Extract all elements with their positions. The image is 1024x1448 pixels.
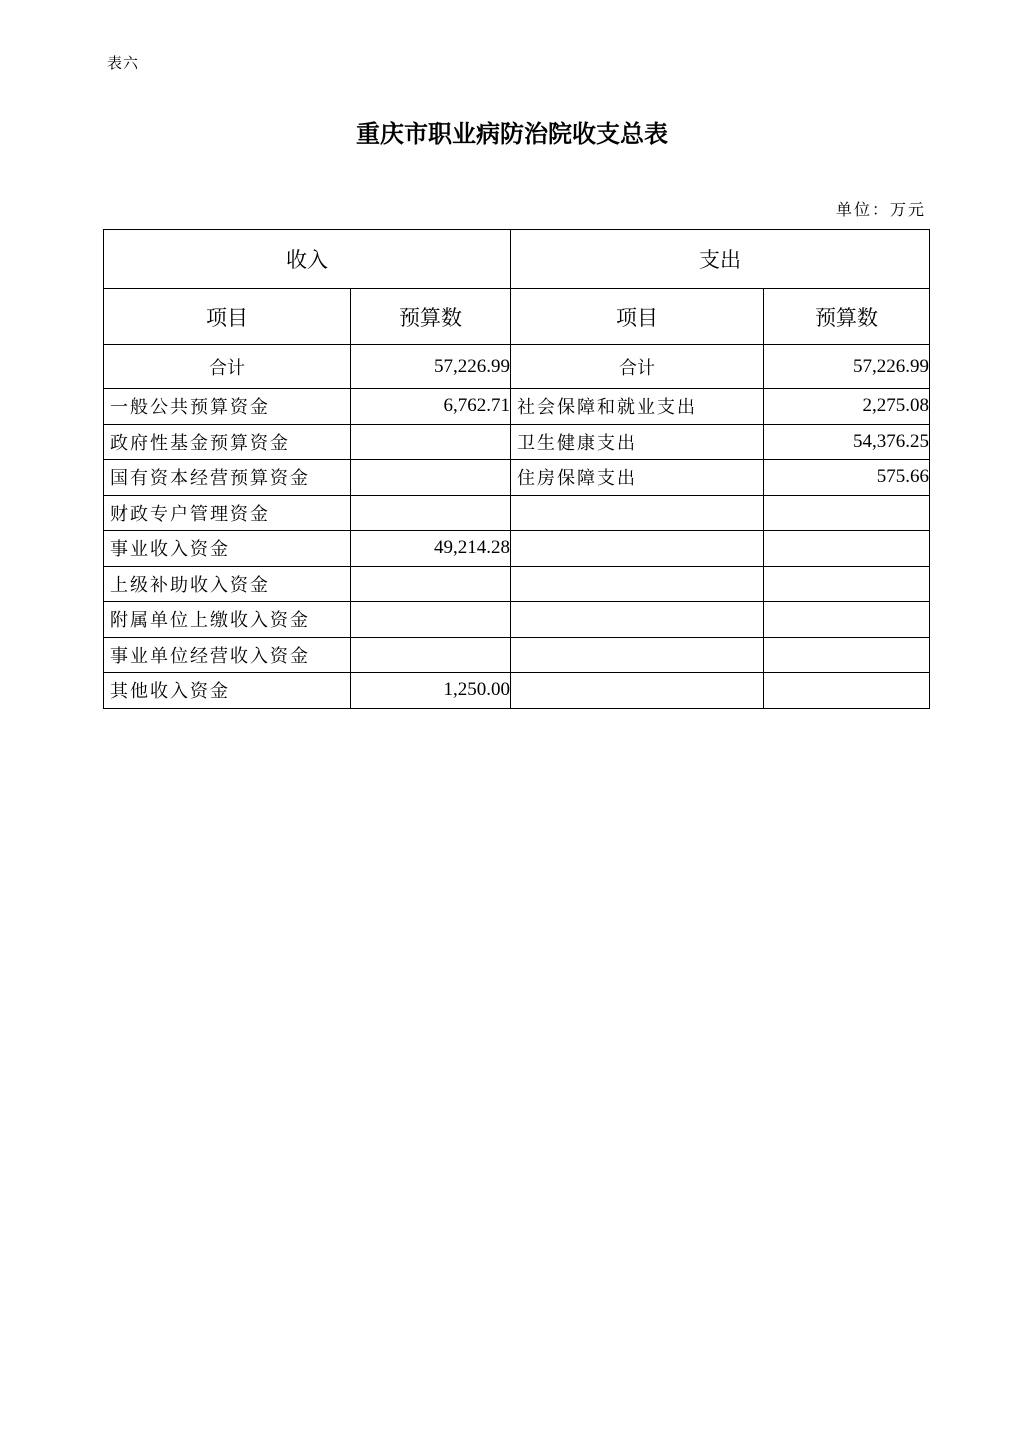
income-value: 49,214.28 [351, 531, 511, 567]
expense-total-value: 57,226.99 [764, 345, 930, 389]
expense-item: 住房保障支出 [511, 460, 764, 496]
budget-summary-table [103, 229, 930, 709]
income-item: 事业收入资金 [104, 531, 351, 567]
unit-label: 单位：万元 [835, 200, 926, 219]
income-value [351, 424, 511, 460]
income-item-column-header: 项目 [104, 289, 351, 345]
expense-value [764, 531, 930, 567]
expense-item: 社会保障和就业支出 [511, 389, 764, 425]
table-row [104, 637, 930, 673]
income-total-value: 57,226.99 [351, 345, 511, 389]
table-row [104, 602, 930, 638]
expense-item [511, 531, 764, 567]
expense-value [764, 495, 930, 531]
table-label: 表六 [107, 54, 140, 72]
expense-item [511, 495, 764, 531]
expense-item-column-header: 项目 [511, 289, 764, 345]
expense-item [511, 673, 764, 709]
income-item: 财政专户管理资金 [104, 495, 351, 531]
table-row [104, 566, 930, 602]
income-item: 附属单位上缴收入资金 [104, 602, 351, 638]
table-row [104, 460, 930, 496]
expense-budget-column-header: 预算数 [764, 289, 930, 345]
expense-item [511, 637, 764, 673]
income-item: 国有资本经营预算资金 [104, 460, 351, 496]
income-budget-column-header: 预算数 [351, 289, 511, 345]
table-row [104, 673, 930, 709]
expense-item: 卫生健康支出 [511, 424, 764, 460]
expense-total-label: 合计 [511, 345, 764, 389]
income-value [351, 495, 511, 531]
income-value: 1,250.00 [351, 673, 511, 709]
income-value [351, 602, 511, 638]
expense-value: 54,376.25 [764, 424, 930, 460]
section-header-row [104, 230, 930, 289]
income-value [351, 637, 511, 673]
total-row [104, 345, 930, 389]
income-item: 一般公共预算资金 [104, 389, 351, 425]
income-item: 政府性基金预算资金 [104, 424, 351, 460]
income-value: 6,762.71 [351, 389, 511, 425]
income-value [351, 566, 511, 602]
table-row [104, 495, 930, 531]
income-item: 其他收入资金 [104, 673, 351, 709]
income-header: 收入 [104, 230, 511, 289]
income-value [351, 460, 511, 496]
income-item: 事业单位经营收入资金 [104, 637, 351, 673]
table-row [104, 424, 930, 460]
income-item: 上级补助收入资金 [104, 566, 351, 602]
table-row [104, 389, 930, 425]
expense-value [764, 673, 930, 709]
expense-item [511, 566, 764, 602]
expense-value: 575.66 [764, 460, 930, 496]
expense-item [511, 602, 764, 638]
expense-header: 支出 [511, 230, 930, 289]
table-row [104, 531, 930, 567]
income-total-label: 合计 [104, 345, 351, 389]
expense-value [764, 637, 930, 673]
expense-value [764, 602, 930, 638]
expense-value: 2,275.08 [764, 389, 930, 425]
page-title: 重庆市职业病防治院收支总表 [356, 119, 668, 148]
expense-value [764, 566, 930, 602]
column-header-row [104, 289, 930, 345]
